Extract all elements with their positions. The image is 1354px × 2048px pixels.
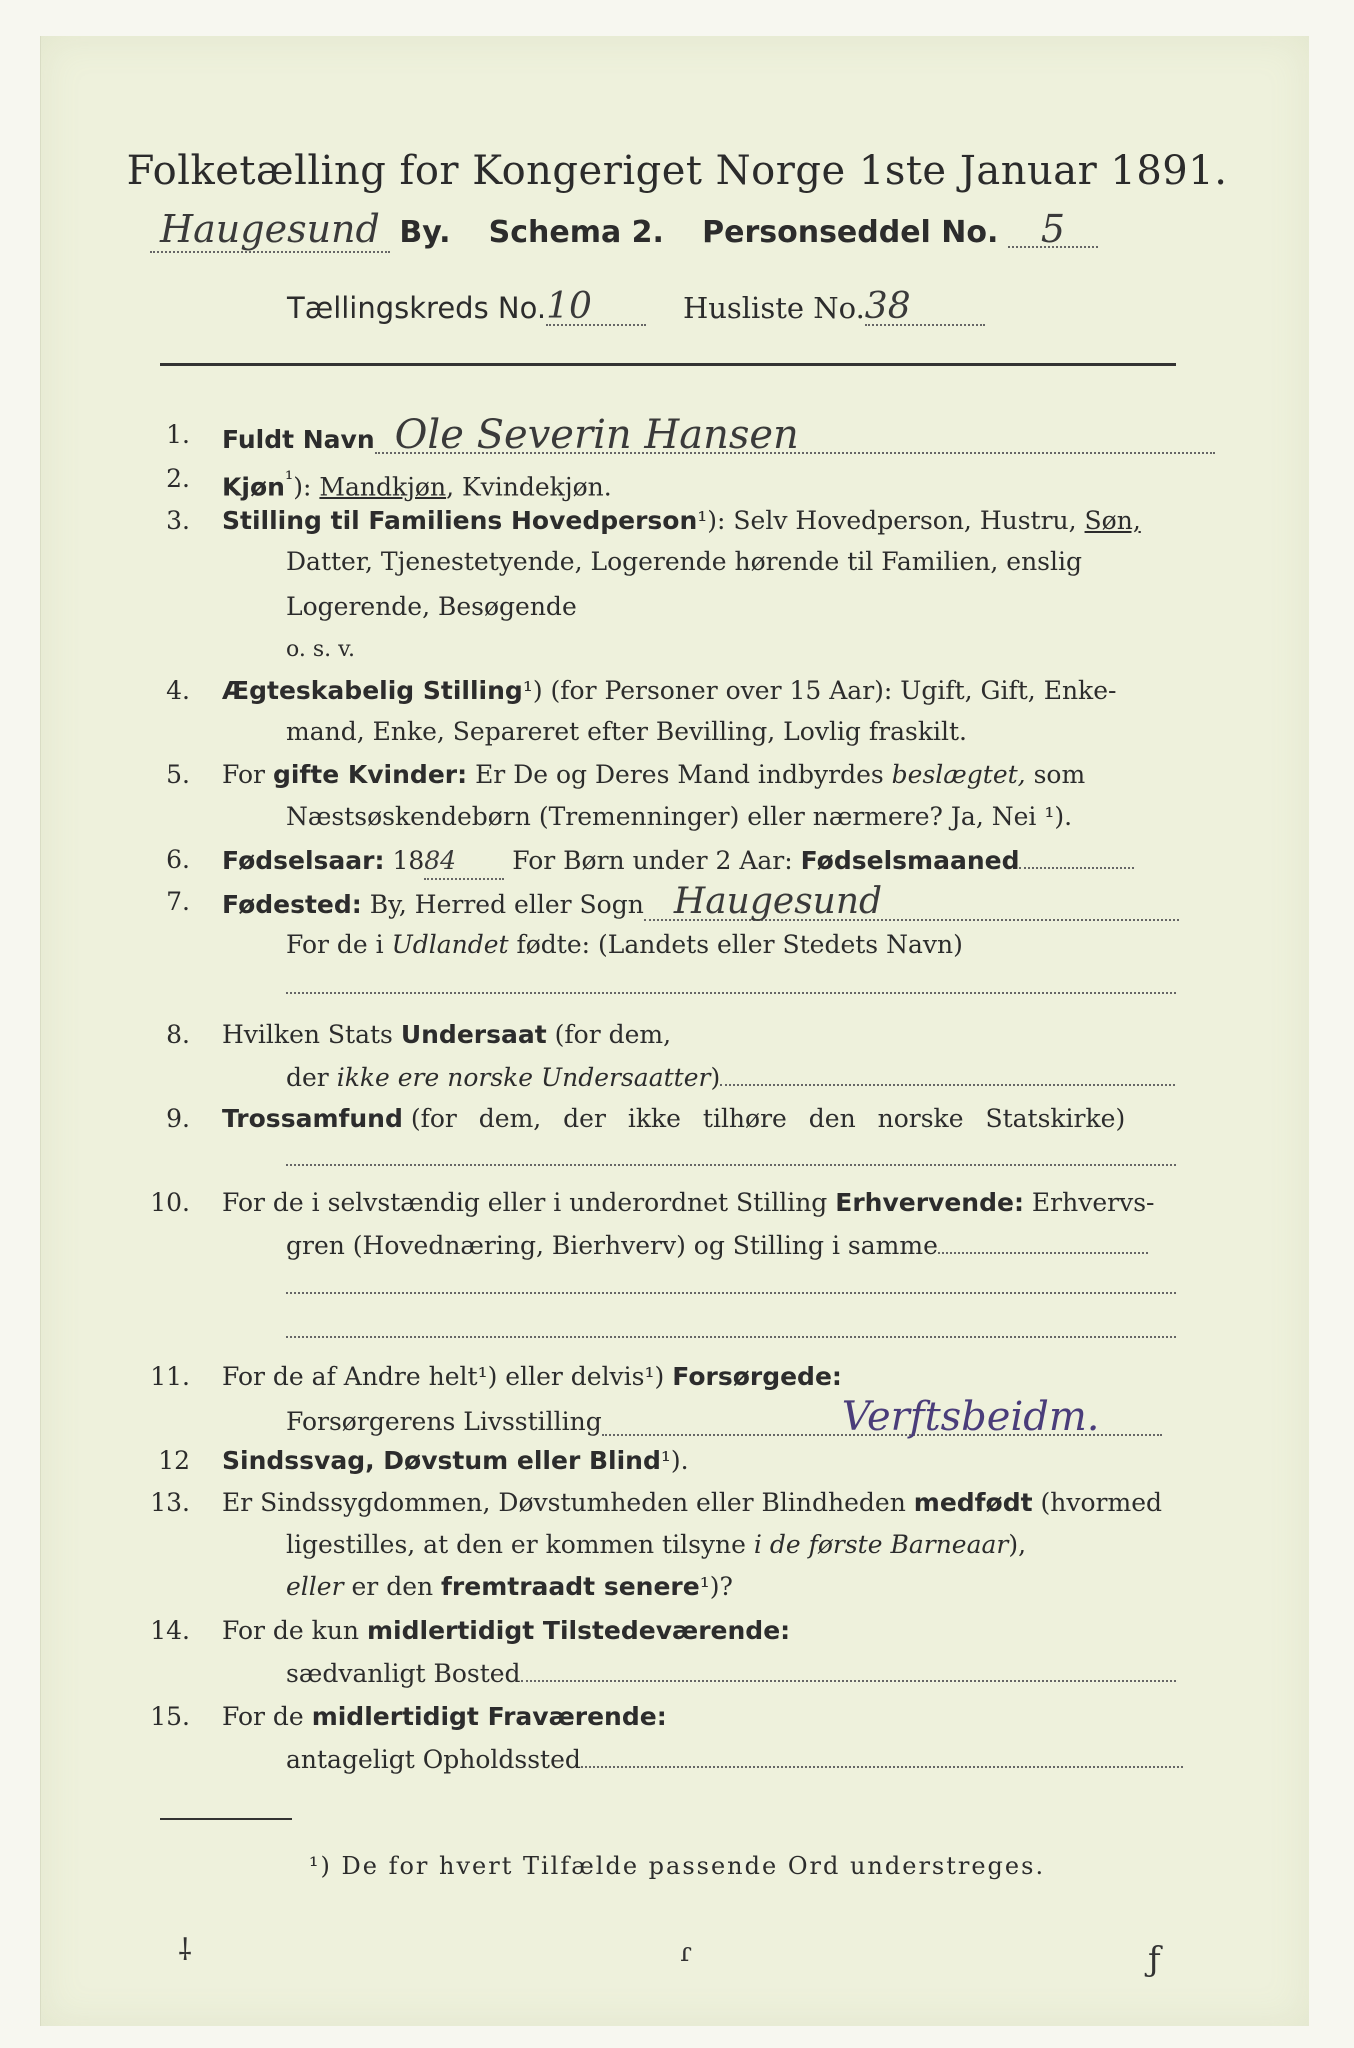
header-city-line bbox=[150, 207, 1098, 251]
footnote-rule bbox=[160, 1818, 292, 1820]
item-7-dotted-line bbox=[286, 968, 1176, 994]
item-11-label: Forsørgede: bbox=[672, 1362, 842, 1391]
item-2-number: 2. bbox=[166, 464, 190, 493]
item-14-dotted-field bbox=[521, 1656, 1176, 1682]
item-8-line2-italic: ikke ere norske Undersaatter bbox=[336, 1063, 711, 1092]
item-13-line2-italic: i de første Barneaar bbox=[753, 1530, 1009, 1559]
item-10-line2 bbox=[286, 1228, 1148, 1263]
item-2-rest: , Kvindekjøn. bbox=[446, 472, 612, 502]
item-9-post: (for dem, der ikke tilhøre den norske Statskirke) bbox=[410, 1104, 1126, 1133]
personseddel-no: 5 bbox=[1008, 212, 1098, 248]
item-5-number: 5. bbox=[166, 760, 190, 789]
item-5-line2: Næstsøskendebørn (Tremenninger) eller nærmere? Ja, Nei ¹). bbox=[286, 802, 1073, 831]
item-12-number: 12 bbox=[158, 1446, 190, 1475]
item-13-line3a: er den bbox=[351, 1572, 434, 1601]
item-9-dotted-line bbox=[286, 1140, 1176, 1166]
item-10-dotted-line-1 bbox=[286, 1268, 1176, 1294]
kreds-label: Tællingskreds No. bbox=[287, 291, 547, 325]
item-7-number: 7. bbox=[166, 887, 190, 916]
husliste-label: Husliste No. bbox=[682, 291, 865, 325]
item-13-number: 13. bbox=[150, 1488, 190, 1517]
item-13-line2a: ligestilles, at den er kommen tilsyne bbox=[286, 1530, 746, 1559]
item-15-line2-text: antageligt Opholdssted bbox=[286, 1745, 581, 1774]
item-8-number: 8. bbox=[166, 1020, 190, 1049]
header-rule bbox=[160, 363, 1176, 366]
item-8-dotted-field bbox=[720, 1060, 1175, 1086]
schema-label: Schema 2. bbox=[488, 215, 664, 250]
item-5-pre: For bbox=[222, 760, 265, 789]
item-3-number: 3. bbox=[166, 506, 190, 535]
item-13-line2b: ), bbox=[1008, 1530, 1027, 1559]
item-6-year-print: 18 bbox=[392, 846, 425, 875]
item-5-label: gifte Kvinder: bbox=[272, 760, 468, 789]
item-11-line2 bbox=[286, 1394, 1162, 1440]
item-15-line2 bbox=[286, 1742, 1183, 1777]
item-15-pre: For de bbox=[222, 1702, 304, 1731]
item-13-line3c: ¹)? bbox=[699, 1572, 733, 1601]
item-8-post: (for dem, bbox=[554, 1020, 672, 1049]
item-13-line3-bold: fremtraadt senere bbox=[441, 1572, 700, 1601]
item-10-pre: For de i selvstændig eller i underordnet Stilling bbox=[222, 1188, 828, 1217]
item-6-label2: Fødselsmaaned bbox=[800, 846, 1020, 875]
item-10-dotted-line-2 bbox=[286, 1312, 1176, 1338]
item-11-line2-text: Forsørgerens Livsstilling bbox=[286, 1407, 602, 1436]
item-13-line1c: (hvormed bbox=[1040, 1488, 1163, 1517]
item-3-line2: Datter, Tjenestetyende, Logerende hørende til Familien, enslig bbox=[286, 547, 1083, 576]
item-13-line1-bold: medfødt bbox=[913, 1488, 1033, 1517]
item-2-sup: ¹ bbox=[284, 467, 294, 491]
item-14-line2-text: sædvanligt Bosted bbox=[286, 1659, 521, 1688]
item-15-label: midlertidigt Fraværende: bbox=[311, 1702, 667, 1731]
item-12-label: Sindssvag, Døvstum eller Blind bbox=[222, 1446, 661, 1475]
item-3-label: Stilling til Familiens Hovedperson bbox=[222, 506, 698, 535]
header-kreds-line bbox=[287, 286, 985, 327]
item-7-line2a: For de i bbox=[286, 930, 384, 959]
city-handwritten: Haugesund bbox=[150, 207, 390, 253]
item-8-label: Undersaat bbox=[400, 1020, 547, 1049]
item-3-line4: o. s. v. bbox=[286, 637, 355, 662]
item-7-label: Fødested: bbox=[222, 890, 362, 919]
item-10-dotted-field bbox=[938, 1228, 1148, 1254]
item-2-label: Kjøn bbox=[222, 472, 285, 502]
item-12-post: ¹). bbox=[660, 1446, 689, 1475]
item-6-year-hand: 84 bbox=[424, 844, 504, 880]
item-13-line3 bbox=[286, 1570, 733, 1604]
item-9-label: Trossamfund bbox=[222, 1104, 403, 1133]
item-1-label: Fuldt Navn bbox=[222, 425, 375, 454]
item-14-line2 bbox=[286, 1656, 1176, 1691]
item-4-number: 4. bbox=[166, 676, 190, 705]
pencil-mark-left: ⸸ bbox=[178, 1933, 193, 1968]
item-7-line2b: fødte: (Landets eller Stedets Navn) bbox=[516, 930, 963, 959]
item-1-value: Ole Severin Hansen bbox=[375, 418, 1215, 454]
item-10-label: Erhvervende: bbox=[835, 1188, 1024, 1217]
item-13-line3-italic: eller bbox=[286, 1572, 344, 1601]
item-4-line1: ¹) (for Personer over 15 Aar): Ugift, Gift, Enke- bbox=[522, 676, 1117, 705]
item-5-line1a: Er De og Deres Mand indbyrdes bbox=[475, 760, 884, 789]
item-9-number: 9. bbox=[166, 1104, 190, 1133]
item-5-line1-italic: beslægtet, bbox=[891, 760, 1026, 789]
item-10-line2-text: gren (Hovednæring, Bierhverv) og Stilling i samme bbox=[286, 1231, 938, 1260]
item-13-line1a: Er Sindssygdommen, Døvstumheden eller Blindheden bbox=[222, 1488, 906, 1517]
item-8-line2 bbox=[286, 1060, 1175, 1095]
item-10-post: Erhvervs- bbox=[1031, 1188, 1155, 1217]
item-11-pre: For de af Andre helt¹) eller delvis¹) bbox=[222, 1362, 665, 1391]
item-6-label: Fødselsaar: bbox=[222, 846, 385, 875]
item-5-line1b: som bbox=[1033, 760, 1086, 789]
item-7-mid: By, Herred eller Sogn bbox=[369, 890, 644, 919]
item-14-number: 14. bbox=[150, 1616, 190, 1645]
item-7-line2-italic: Udlandet bbox=[391, 930, 509, 959]
item-7-line2 bbox=[286, 928, 963, 962]
item-13-line2 bbox=[286, 1528, 1026, 1562]
item-11-number: 11. bbox=[150, 1362, 190, 1391]
item-4-line2: mand, Enke, Separeret efter Bevilling, Lovlig fraskilt. bbox=[286, 717, 967, 746]
item-2-colon: ): bbox=[293, 472, 312, 502]
item-1-number: 1. bbox=[166, 420, 190, 449]
item-3-line1: ¹): Selv Hovedperson, Hustru, bbox=[697, 506, 1077, 535]
pencil-mark-center: ɾ bbox=[680, 1938, 692, 1968]
item-4-label: Ægteskabelig Stilling bbox=[222, 676, 523, 705]
item-7-value: Haugesund bbox=[644, 885, 1179, 921]
item-8-pre: Hvilken Stats bbox=[222, 1020, 393, 1049]
item-11-value: Verftsbeidm. bbox=[602, 1400, 1162, 1436]
item-6-number: 6. bbox=[166, 845, 190, 874]
item-15-dotted-field bbox=[581, 1742, 1183, 1768]
form-title: Folketælling for Kongeriget Norge 1ste Januar 1891. bbox=[126, 148, 1228, 194]
item-14-pre: For de kun bbox=[222, 1616, 360, 1645]
husliste-no: 38 bbox=[865, 290, 985, 326]
footnote: ¹) De for hvert Tilfælde passende Ord understreges. bbox=[308, 1852, 1046, 1880]
personseddel-label: Personseddel No. bbox=[702, 215, 999, 250]
item-6-dotted-field bbox=[1019, 843, 1134, 869]
by-label: By. bbox=[399, 215, 451, 250]
item-15-number: 15. bbox=[150, 1702, 190, 1731]
item-2-option-mandkjon: Mandkjøn bbox=[319, 472, 447, 502]
pencil-mark-right: ƒ bbox=[1148, 1940, 1161, 1980]
item-6-mid: For Børn under 2 Aar: bbox=[512, 846, 793, 875]
item-8-line2a: der bbox=[286, 1063, 329, 1092]
kreds-no: 10 bbox=[546, 290, 646, 326]
item-3-option-son: Søn, bbox=[1084, 506, 1141, 535]
item-3-line3: Logerende, Besøgende bbox=[286, 592, 577, 621]
item-8-line2b: ) bbox=[710, 1063, 721, 1092]
item-14-label: midlertidigt Tilstedeværende: bbox=[366, 1616, 791, 1645]
item-10-number: 10. bbox=[150, 1188, 190, 1217]
